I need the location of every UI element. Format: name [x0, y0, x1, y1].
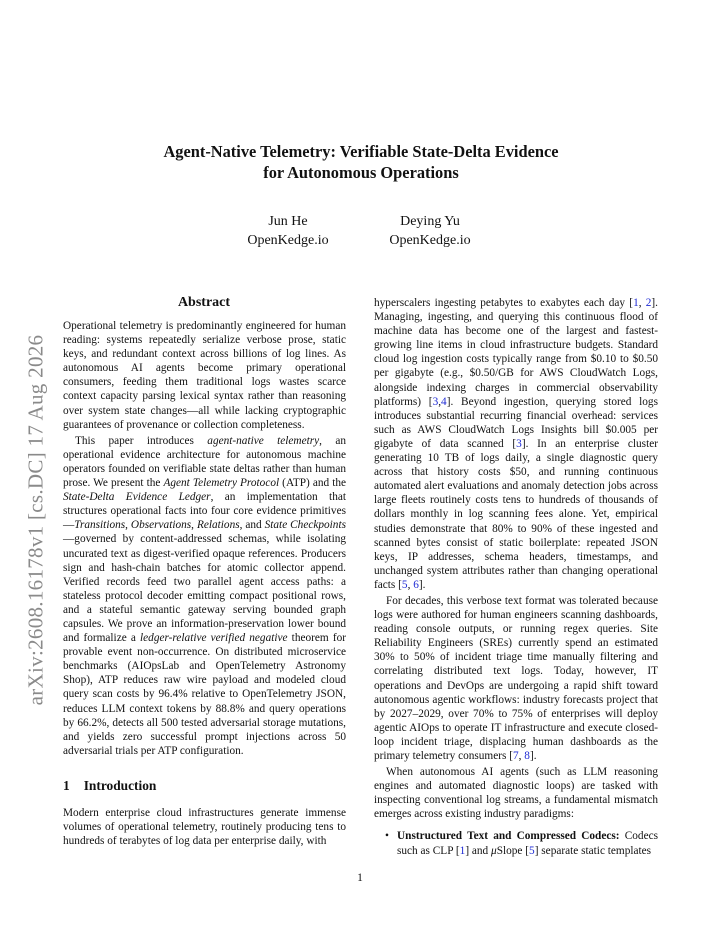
citation-link[interactable]: 1: [459, 844, 466, 857]
citation-link[interactable]: 3: [432, 395, 439, 408]
title-line-2: for Autonomous Operations: [263, 163, 459, 182]
list-item: • Unstructured Text and Compressed Codecs: Codecs such as CLP [1] and μSlope [5] separate static templates: [385, 830, 658, 857]
abstract-paragraph-2: This paper introduces agent-native telemetry, an operational evidence architecture for autonomous machine operators founded on verifiable state deltas rather than human prose. We present the Agent Telemetry Protocol (ATP) and the State-Delta Evidence Ledger, an implementation that structures operational facts into four core evidence primitives—Transitions, Observations, Relations, and State Checkpoints—governed by content-addressed schemas, while isolating uncurated text as digest-verified opaque references. Producers sign and hash-chain batches for atomic collector append. Verified records feed two parallel agent access paths: a stateless protocol decoder emitting compact positional rows, and a stateful semantic gateway serving bounded graph capsules. We prove an information-preservation lower bound and formalize a ledger-relative verified negative theorem for provable event non-occurrence. On distributed microservice benchmarks (AIOpsLab and OpenTelemetry Astronomy Shop), ATP reduces raw wire payload and modeled cloud query scan costs by 96.4% relative to OpenTelemetry JSON, reduces LLM context tokens by 88.8% and query operations by 66.2%, detects all 500 tested adversarial storage mutations, and yields zero successful prompt injections across 50 adversarial trials per ATP configuration.: [63, 434, 347, 757]
abstract-body: [63, 319, 346, 758]
paper-title: [63, 141, 659, 183]
intro-paragraph-2: For decades, this verbose text format was tolerated because logs were authored for human engineers scanning dashboards, reading console outputs, or running regex queries. Site Reliability Engineers (SREs) currently spend an estimated 30% to 50% of incident triage time manually filtering and correlating distributed text logs. Today, however, IT operations and DevOps are undergoing a rapid shift toward autonomous agentic workflows: industry forecasts project that by 2027–2029, over 70% to 75% of enterprises will deploy agentic AIOps to operate IT infrastructure and execute closed-loop incident triage, displacing human dashboards as the primary telemetry consumers [7, 8].: [374, 594, 658, 762]
citation-link[interactable]: 4: [441, 395, 447, 408]
author-2: [355, 212, 505, 250]
citation-link[interactable]: 6: [413, 578, 419, 591]
title-line-1: Agent-Native Telemetry: Verifiable State-Delta Evidence: [163, 142, 559, 161]
intro-paragraph-3: When autonomous AI agents (such as LLM reasoning engines and automated diagnostic loops) are tasked with inspecting conventional log streams, a fundamental mismatch emerges across existing industry paradigms:: [374, 766, 658, 821]
intro-body-right: [374, 296, 658, 858]
author-1: [213, 212, 363, 250]
bullet-icon: •: [385, 830, 389, 843]
section-heading-introduction: [63, 778, 156, 794]
author-affiliation: OpenKedge.io: [247, 233, 329, 248]
author-affiliation: OpenKedge.io: [389, 233, 471, 248]
page-number: 1: [357, 872, 363, 884]
abstract-paragraph-1: Operational telemetry is predominantly engineered for human reading: systems repeatedly serialize verbose prose, static keys, and redundant context across billions of log lines. As autonomous AI agents become primary operational consumers, feeding them traditional logs wastes scarce context capacity parsing lexical syntax rather than reasoning over system state changes—all while lacking cryptographic guarantees of provenance or collection completeness.: [63, 320, 346, 431]
arxiv-id: arXiv:2608.16178v1 [cs.DC] 17 Aug 2026: [23, 334, 48, 706]
citation-link[interactable]: 3: [516, 437, 522, 450]
intro-paragraph-1-cont: hyperscalers ingesting petabytes to exabytes each day [1, 2]. Managing, ingesting, and querying this continuous flood of machine data has become one of the largest and fastest-growing line items in cloud infrastructure budgets. Standard cloud log ingestion costs typically range from $0.10 to $0.50 per gigabyte (e.g., $0.50/GB for AWS CloudWatch Logs, alongside indexing charges in commercial observability platforms) [3,4]. Beyond ingestion, querying stored logs introduces substantial recurring financial overhead: services such as AWS CloudWatch Logs Insights bill $0.005 per gigabyte of data scanned [3]. In an enterprise cluster generating 10 TB of logs daily, a single diagnostic query across that history costs $50, and running continuous automated alert evaluations and anomaly detection jobs across large fleets routinely costs tens to hundreds of thousands of dollars monthly in log scanning fees alone. Yet, empirical studies demonstrate that 80% to 90% of these ingested and scanned bytes consist of static boilerplate: repeated JSON keys, IP addresses, schema headers, timestamps, and unchanged system attributes rather than changing operational facts [5, 6].: [374, 297, 658, 591]
intro-paragraph-1: Modern enterprise cloud infrastructures generate immense volumes of operational telemetry, routinely producing tens to hundreds of terabytes of log data per enterprise daily, with: [63, 807, 346, 848]
intro-body-left: [63, 806, 346, 848]
section-number: 1: [63, 778, 70, 793]
citation-link[interactable]: 2: [645, 297, 652, 309]
citation-link[interactable]: 8: [524, 750, 530, 762]
citation-link[interactable]: 5: [529, 844, 535, 857]
abstract-heading: Abstract: [177, 295, 231, 310]
section-title: Introduction: [83, 778, 157, 793]
author-name: Deying Yu: [400, 214, 460, 229]
arxiv-stamp: [16, 334, 56, 706]
citation-link[interactable]: 7: [512, 750, 519, 762]
citation-link[interactable]: 1: [633, 297, 639, 309]
author-name: Jun He: [268, 214, 308, 229]
citation-link[interactable]: 5: [401, 578, 408, 591]
